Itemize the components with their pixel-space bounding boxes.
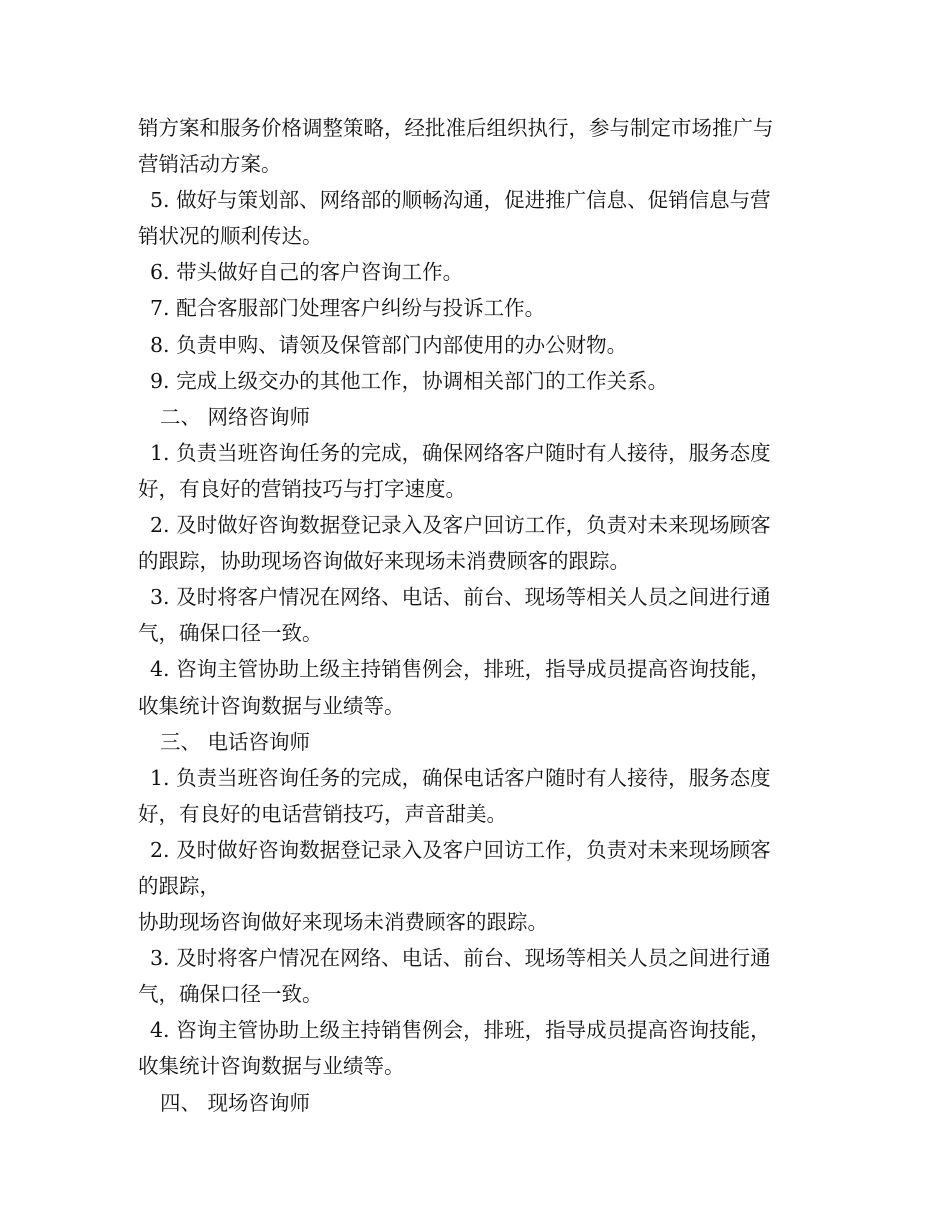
list-item-3: 3. 及时将客户情况在网络、电话、前台、现场等相关人员之间进行通 bbox=[150, 946, 771, 971]
body-line: 的跟踪，协助现场咨询做好来现场未消费顾客的跟踪。 bbox=[138, 549, 630, 574]
body-line: 气，确保口径一致。 bbox=[138, 982, 323, 1007]
section-heading-onsite-consultant: 四、 现场咨询师 bbox=[160, 1090, 311, 1115]
list-item-9: 9. 完成上级交办的其他工作，协调相关部门的工作关系。 bbox=[150, 368, 669, 393]
list-item-1: 1. 负责当班咨询任务的完成，确保电话客户随时有人接待，服务态度 bbox=[150, 765, 771, 790]
section-heading-network-consultant: 二、 网络咨询师 bbox=[160, 404, 311, 429]
body-line: 好，有良好的电话营销技巧，声音甜美。 bbox=[138, 801, 507, 826]
section-heading-phone-consultant: 三、 电话咨询师 bbox=[160, 729, 311, 754]
list-item-2: 2. 及时做好咨询数据登记录入及客户回访工作，负责对未来现场顾客 bbox=[150, 513, 771, 538]
body-line: 气，确保口径一致。 bbox=[138, 621, 323, 646]
list-item-3: 3. 及时将客户情况在网络、电话、前台、现场等相关人员之间进行通 bbox=[150, 585, 771, 610]
list-item-1: 1. 负责当班咨询任务的完成，确保网络客户随时有人接待，服务态度 bbox=[150, 440, 771, 465]
list-item-5: 5. 做好与策划部、网络部的顺畅沟通，促进推广信息、促销信息与营 bbox=[150, 188, 771, 213]
document-body bbox=[138, 110, 828, 1121]
list-item-2: 2. 及时做好咨询数据登记录入及客户回访工作，负责对未来现场顾客 bbox=[150, 837, 771, 862]
body-line: 协助现场咨询做好来现场未消费顾客的跟踪。 bbox=[138, 910, 548, 935]
body-line: 销状况的顺利传达。 bbox=[138, 224, 323, 249]
list-item-7: 7. 配合客服部门处理客户纠纷与投诉工作。 bbox=[150, 296, 546, 321]
list-item-4: 4. 咨询主管协助上级主持销售例会，排班，指导成员提高咨询技能， bbox=[150, 657, 771, 682]
list-item-8: 8. 负责申购、请领及保管部门内部使用的办公财物。 bbox=[150, 332, 628, 357]
body-line: 好，有良好的营销技巧与打字速度。 bbox=[138, 476, 466, 501]
body-line: 收集统计咨询数据与业绩等。 bbox=[138, 1054, 405, 1079]
body-line: 的跟踪， bbox=[138, 873, 220, 898]
list-item-4: 4. 咨询主管协助上级主持销售例会，排班，指导成员提高咨询技能， bbox=[150, 1018, 771, 1043]
list-item-6: 6. 带头做好自己的客户咨询工作。 bbox=[150, 260, 464, 285]
body-line: 营销活动方案。 bbox=[138, 152, 282, 177]
body-line: 销方案和服务价格调整策略，经批准后组织执行，参与制定市场推广与 bbox=[138, 116, 774, 140]
body-line: 收集统计咨询数据与业绩等。 bbox=[138, 693, 405, 718]
